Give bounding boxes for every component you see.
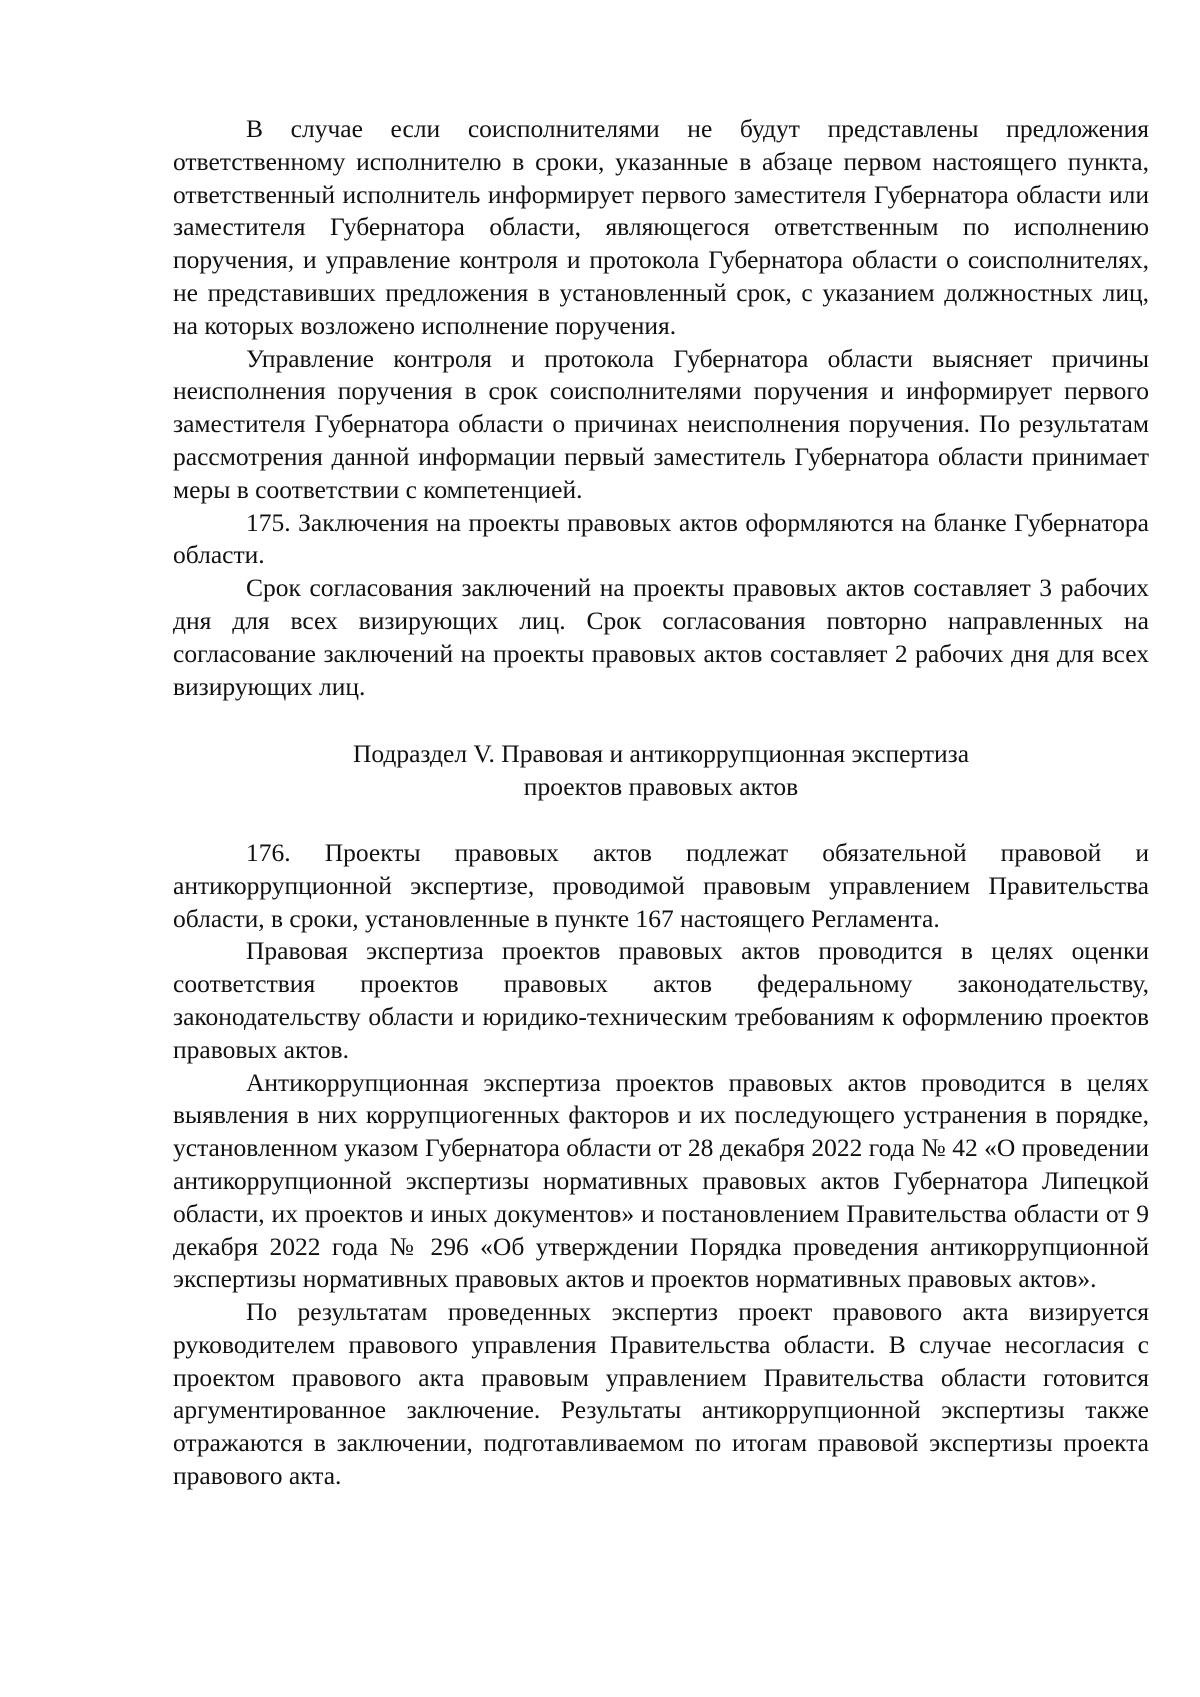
paragraph-coexecutors-proposals: В случае если соисполнителями не будут представлены предложения ответственному исполнителю в сроки, указанные в абзаце первом настоящего пункта, ответственный исполнитель информирует первого заместителя Губернатора области или заместителя Губернатора области, являющегося ответственным по исполнению поручения, и управление контроля и протокола Губернатора области о соисполнителях, не представивших предложения в установленный срок, с указанием должностных лиц, на которых возложено исполнение поручения.: [173, 114, 1149, 340]
document-body: [173, 113, 1149, 1493]
paragraph-expertise-results: По результатам проведенных экспертиз проект правового акта визируется руководителем правового управления Правительства области. В случае несогласия с проектом правового акта правовым управлением Правительства области готовится аргументированное заключение. Результаты антикоррупционной экспертизы также отражаются в заключении, подготавливаемом по итогам правовой экспертизы проекта правового акта.: [173, 1297, 1149, 1491]
paragraph-anticorruption-expertise: Антикоррупционная экспертиза проектов правовых актов проводится в целях выявления в них коррупциогенных факторов и их последующего устранения в порядке, установленном указом Губернатора области от 28 декабря 2022 года № 42 «О проведении антикоррупционной экспертизы нормативных правовых актов Губернатора Липецкой области, их проектов и иных документов» и постановлением Правительства области от 9 декабря 2022 года № 296 «Об утверждении Порядка проведения антикоррупционной экспертизы нормативных правовых актов и проектов нормативных правовых актов».: [173, 1067, 1149, 1294]
paragraph-item-176: 176. Проекты правовых актов подлежат обязательной правовой и антикоррупционной экспертизе, проводимой правовым управлением Правительства области, в сроки, установленные в пункте 167 настоящего Регламента.: [173, 837, 1149, 933]
section-heading: [173, 738, 1149, 804]
paragraph-item-175: 175. Заключения на проекты правовых актов оформляются на бланке Губернатора области.: [173, 507, 1149, 570]
section-heading-line-2: проектов правовых актов: [523, 772, 799, 802]
section-heading-line-1: Подраздел V. Правовая и антикоррупционная экспертиза: [352, 739, 970, 769]
paragraph-legal-expertise: Правовая экспертиза проектов правовых актов проводится в целях оценки соответствия проектов правовых актов федеральному законодательству, законодательству области и юридико-техническим требованиям к оформлению проектов правовых актов.: [173, 936, 1149, 1064]
paragraph-approval-terms: Срок согласования заключений на проекты правовых актов составляет 3 рабочих дня для всех визирующих лиц. Срок согласования повторно направленных на согласование заключений на проекты правовых актов составляет 2 рабочих дня для всех визирующих лиц.: [173, 573, 1149, 701]
paragraph-control-department: Управление контроля и протокола Губернатора области выясняет причины неисполнения поручения в срок соисполнителями поручения и информирует первого заместителя Губернатора области о причинах неисполнения поручения. По результатам рассмотрения данной информации первый заместитель Губернатора области принимает меры в соответствии с компетенцией.: [173, 343, 1149, 504]
